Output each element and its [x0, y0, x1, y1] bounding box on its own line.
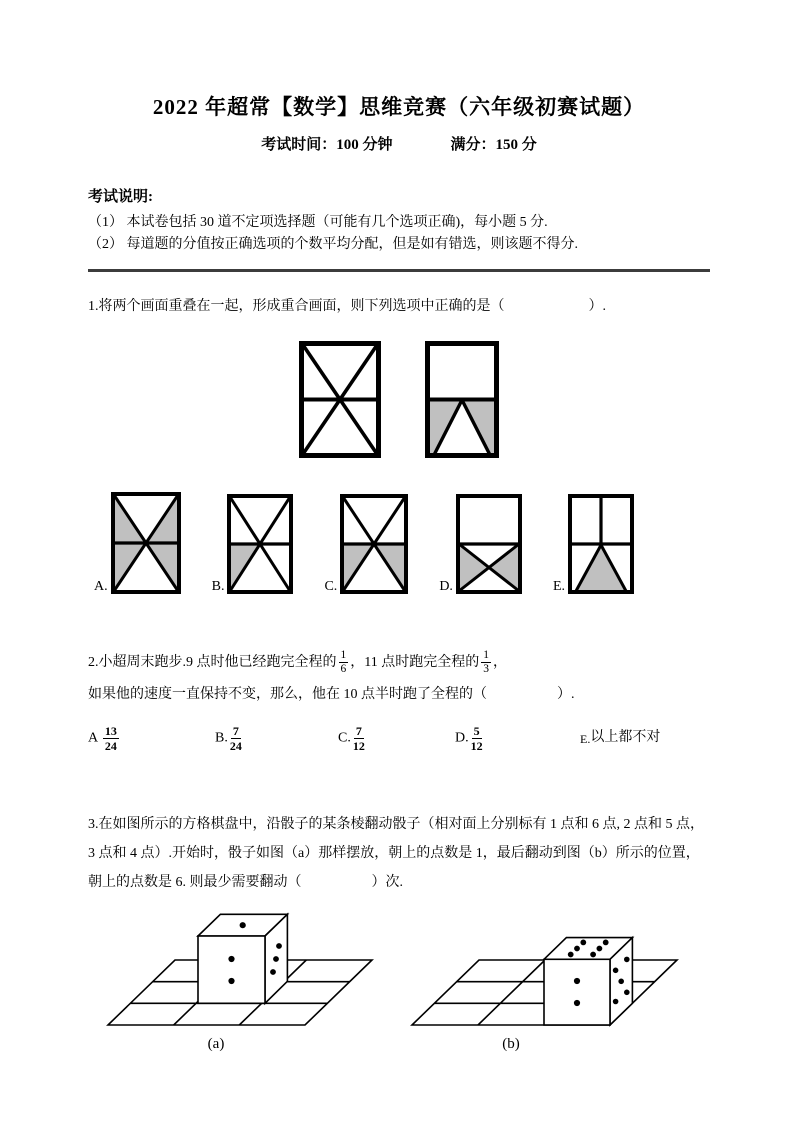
q2-option-E-text: 以上都不对: [590, 730, 661, 746]
question3-text-line1: 3.在如图所示的方格棋盘中，沿骰子的某条棱翻动骰子（相对面上分别标有 1 点和 6 点, 2 点和 5 点，: [88, 816, 704, 832]
q2-option-B: [215, 725, 338, 752]
q1-option-B-label: B.: [211, 578, 225, 594]
q1-option-B: [212, 494, 294, 594]
q1-source-figure-shaded-triangle-icon: [425, 341, 499, 458]
q1-source-figure-x-midline-icon: [299, 341, 381, 458]
q1-option-C-label: C.: [324, 578, 338, 594]
instruction-item-2: （2） 每道题的分值按正确选项的个数平均分配，但是如有错选，则该题不得分.: [88, 236, 578, 252]
question3-text-line3: 朝上的点数是 6. 则最少需要翻动（ ）次.: [88, 874, 403, 890]
question2: [88, 650, 710, 752]
q1-option-A: [94, 492, 181, 594]
full-score: 满分：150 分: [450, 136, 537, 153]
q1-option-C-figure-icon: [340, 494, 408, 594]
question3: [88, 810, 710, 897]
q2-option-D: [455, 725, 580, 752]
q1-option-D-figure-icon: [456, 494, 522, 594]
q2-text-1: 2.小超周末跑步.9 点时他已经跑完全程的: [88, 654, 337, 670]
dice-figure-b: [407, 911, 679, 1056]
q1-option-C: [324, 494, 408, 594]
q2-option-C: [338, 725, 455, 752]
q2-option-A-label: A: [88, 730, 98, 746]
q1-option-B-figure-icon: [227, 494, 293, 594]
q2-option-C-label: C.: [338, 730, 351, 746]
question2-text-line2: 如果他的速度一直保持不变，那么，他在 10 点半时跑了全程的（ ）.: [88, 686, 575, 702]
exam-instructions: [88, 186, 710, 256]
dice-a-icon: [95, 911, 387, 1031]
q2-option-B-label: B.: [215, 730, 228, 746]
question1-text: 1.将两个画面重叠在一起，形成重合画面，则下列选项中正确的是（ ）.: [88, 298, 606, 314]
q1-option-A-label: A.: [94, 578, 108, 594]
figure-b-label: (b): [502, 1035, 520, 1052]
q2-option-A: [88, 725, 215, 752]
dice-b-icon: [407, 911, 679, 1031]
question1-source-figures: [88, 341, 710, 458]
question3-text-line2: 3 点和 4 点）.开始时，骰子如图（a）那样摆放，朝上的点数是 1，最后翻动到图（b）所示的位置，: [88, 845, 700, 861]
q2-option-A-fraction: $\frac{13}{24}$: [104, 723, 117, 753]
section-divider: [88, 269, 710, 272]
q1-option-E-figure-icon: [568, 494, 634, 594]
q2-text-2: ，11 点时跑完全程的: [350, 654, 480, 670]
dice-figure-a: [95, 911, 387, 1056]
q1-option-E: [553, 494, 634, 594]
question1-options: [88, 492, 710, 594]
page-title: 2022 年超常【数学】思维竞赛（六年级初赛试题）: [152, 95, 646, 119]
instruction-item-1: （1） 本试卷包括 30 道不定项选择题（可能有几个选项正确)，每小题 5 分.: [88, 214, 548, 230]
figure-a-label: (a): [207, 1035, 225, 1052]
q2-option-D-fraction: $\frac{5}{12}$: [470, 723, 483, 753]
exam-time: 考试时间：100 分钟: [261, 136, 393, 153]
q2-fraction-one-third: $\frac{1}{3}$: [483, 648, 489, 675]
q2-option-E-label: E.: [580, 732, 591, 747]
question2-options: [88, 725, 710, 752]
q2-option-B-fraction: $\frac{7}{24}$: [229, 723, 242, 753]
q1-option-D: [439, 494, 522, 594]
q2-option-D-label: D.: [455, 730, 469, 746]
q2-option-C-fraction: $\frac{7}{12}$: [352, 723, 365, 753]
question3-figures: [88, 911, 710, 1056]
q1-option-E-label: E.: [552, 578, 565, 594]
q2-option-E: [580, 727, 660, 748]
q2-text-3: ，: [492, 654, 507, 670]
q1-option-A-figure-icon: [111, 492, 181, 594]
instructions-heading: 考试说明:: [88, 189, 153, 205]
exam-meta: [88, 134, 710, 157]
q1-option-D-label: D.: [439, 578, 453, 594]
q2-fraction-one-sixth: $\frac{1}{6}$: [340, 648, 347, 675]
question2-text-line1: [88, 650, 710, 676]
